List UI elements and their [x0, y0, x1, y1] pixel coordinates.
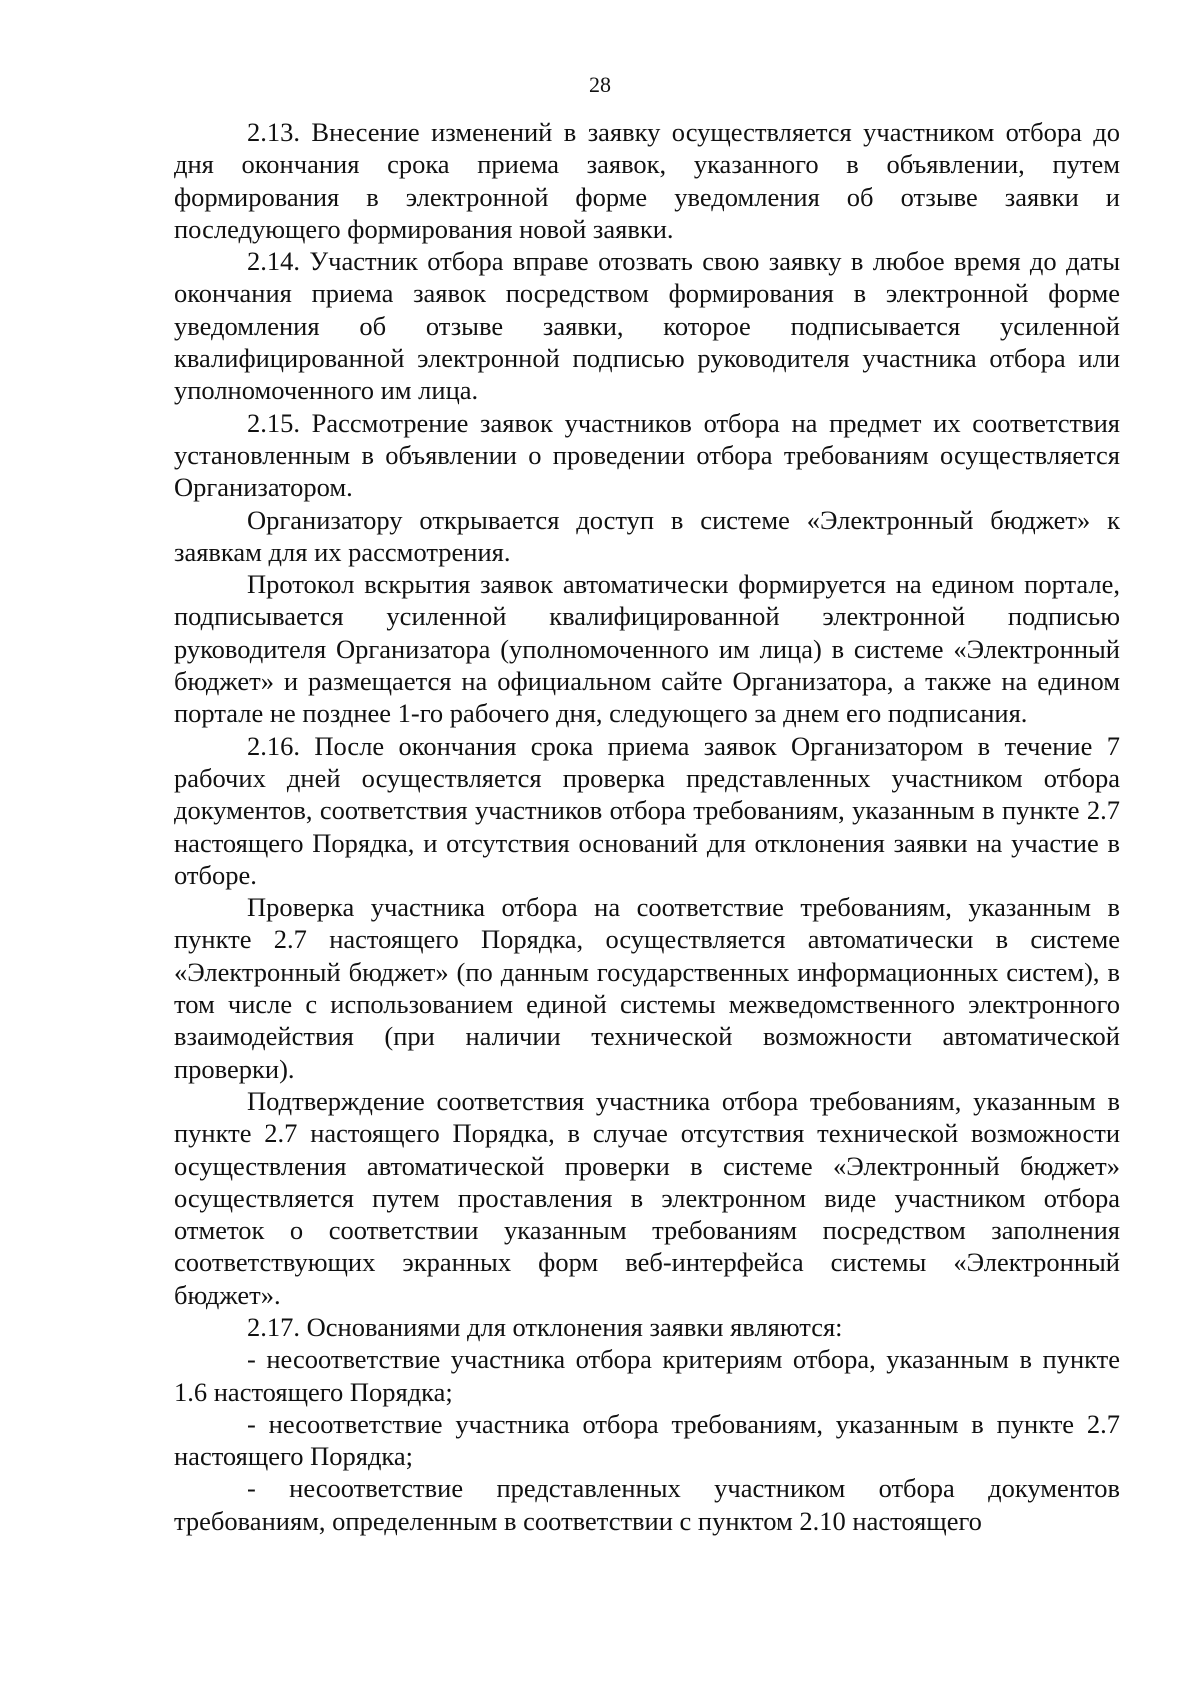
page-number: 28	[589, 72, 611, 97]
list-item-criteria-mismatch: - несоответствие участника отбора критериям отбора, указанным в пункте 1.6 настоящего Порядка;	[174, 1344, 1120, 1407]
paragraph-2-16: 2.16. После окончания срока приема заявок Организатором в течение 7 рабочих дней осуществляется проверка представленных участником отбора документов, соответствия участников отбора требованиям, указанным в пункте 2.7 настоящего Порядка, и отсутствия оснований для отклонения заявки на участие в отборе.	[174, 730, 1120, 890]
paragraph-opening-protocol: Протокол вскрытия заявок автоматически формируется на едином портале, подписывается усиленной квалифицированной электронной подписью руководителя Организатора (уполномоченного им лица) в системе «Электронный бюджет» и размещается на официальном сайте Организатора, а также на едином портале не позднее 1-го рабочего дня, следующего за днем его подписания.	[174, 569, 1120, 729]
list-item-documents-mismatch: - несоответствие представленных участником отбора документов требованиям, определенным в соответствии с пунктом 2.10 настоящего	[174, 1473, 1120, 1536]
paragraph-2-14: 2.14. Участник отбора вправе отозвать свою заявку в любое время до даты окончания приема заявок посредством формирования в электронной форме уведомления об отзыве заявки, которое подписывается усиленной квалифицированной электронной подписью руководителя участника отбора или уполномоченного им лица.	[174, 246, 1120, 406]
paragraph-compliance-confirmation: Подтверждение соответствия участника отбора требованиям, указанным в пункте 2.7 настоящего Порядка, в случае отсутствия технической возможности осуществления автоматической проверки в системе «Электронный бюджет» осуществляется путем проставления в электронном виде участником отбора отметок о соответствии указанным требованиям посредством заполнения соответствующих экранных форм веб-интерфейса системы «Электронный бюджет».	[174, 1085, 1120, 1310]
list-item-requirements-mismatch: - несоответствие участника отбора требованиям, указанным в пункте 2.7 настоящего Порядка;	[174, 1408, 1120, 1472]
paragraph-automatic-check: Проверка участника отбора на соответствие требованиям, указанным в пункте 2.7 настоящего Порядка, осуществляется автоматически в системе «Электронный бюджет» (по данным государственных информационных систем), в том числе с использованием единой системы межведомственного электронного взаимодействия (при наличии технической возможности автоматической проверки).	[174, 892, 1120, 1084]
paragraph-2-17: 2.17. Основаниями для отклонения заявки являются:	[247, 1311, 843, 1342]
paragraph-2-13: 2.13. Внесение изменений в заявку осуществляется участником отбора до дня окончания срока приема заявок, указанного в объявлении, путем формирования в электронной форме уведомления об отзыве заявки и последующего формирования новой заявки.	[174, 117, 1120, 244]
paragraph-organizer-access: Организатору открывается доступ в системе «Электронный бюджет» к заявкам для их рассмотрения.	[174, 504, 1120, 567]
document-body	[174, 116, 1120, 1537]
paragraph-2-15: 2.15. Рассмотрение заявок участников отбора на предмет их соответствия установленным в объявлении о проведении отбора требованиям осуществляется Организатором.	[174, 407, 1120, 503]
